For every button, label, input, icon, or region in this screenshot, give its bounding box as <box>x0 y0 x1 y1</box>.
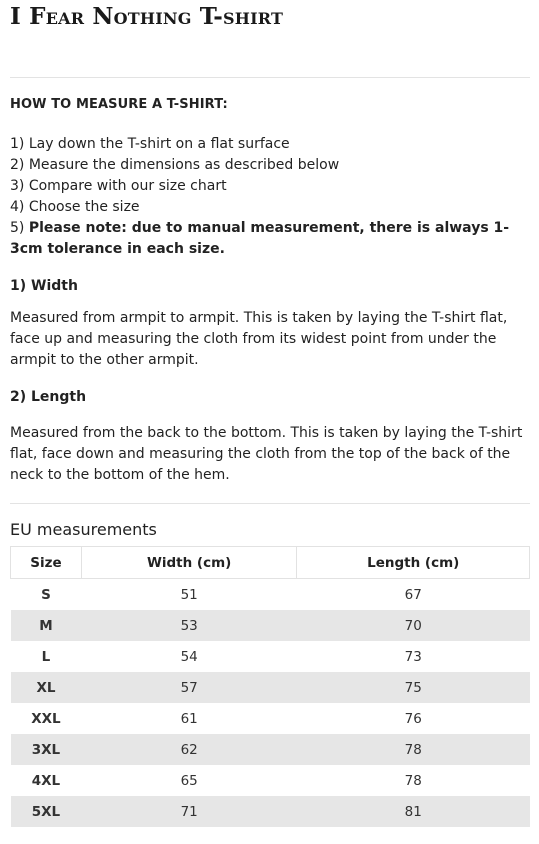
table-row <box>11 641 530 672</box>
table-row <box>11 610 530 641</box>
step-5-note <box>10 218 530 260</box>
size-cell: S <box>41 586 51 603</box>
width-cell: 57 <box>81 672 297 703</box>
width-cell: 61 <box>180 710 198 727</box>
page-content <box>0 2 539 827</box>
table-row <box>11 765 530 796</box>
length-cell: 78 <box>404 772 422 789</box>
column-header-width: Width (cm) <box>81 547 297 579</box>
table-row <box>11 734 530 765</box>
page-title: I Fear Nothing T-shirt <box>10 3 284 30</box>
note-prefix: 5) <box>10 220 29 236</box>
length-cell: 78 <box>297 734 530 765</box>
width-heading: 1) Width <box>10 278 78 294</box>
step-4: 4) Choose the size <box>10 199 140 215</box>
width-cell: 65 <box>180 772 198 789</box>
table-header-row <box>11 547 530 579</box>
eu-measurements-heading: EU measurements <box>10 520 157 539</box>
tolerance-note: Please note: due to manual measurement, there is always 1-3cm tolerance in each size. <box>10 220 510 257</box>
width-cell: 71 <box>81 796 297 827</box>
length-cell: 67 <box>404 586 422 603</box>
length-cell: 75 <box>297 672 530 703</box>
step-1: 1) Lay down the T-shirt on a flat surface <box>10 136 290 152</box>
size-cell: 3XL <box>11 734 82 765</box>
length-cell: 81 <box>297 796 530 827</box>
table-row <box>11 579 530 611</box>
length-cell: 70 <box>297 610 530 641</box>
table-row <box>11 796 530 827</box>
width-cell: 62 <box>81 734 297 765</box>
measure-steps <box>10 134 530 260</box>
column-header-size: Size <box>11 547 82 579</box>
divider-middle <box>10 503 530 504</box>
step-3: 3) Compare with our size chart <box>10 178 227 194</box>
length-heading: 2) Length <box>10 389 87 405</box>
how-to-heading: HOW TO MEASURE A T-SHIRT: <box>10 97 228 112</box>
length-cell: 76 <box>404 710 422 727</box>
column-header-length: Length (cm) <box>297 547 530 579</box>
size-cell: L <box>41 648 51 665</box>
width-cell: 54 <box>180 648 198 665</box>
size-cell: 4XL <box>31 772 61 789</box>
table-row <box>11 672 530 703</box>
size-cell: 5XL <box>11 796 82 827</box>
size-cell: XL <box>11 672 82 703</box>
size-cell: M <box>11 610 82 641</box>
width-cell: 51 <box>180 586 198 603</box>
divider-top <box>10 77 530 78</box>
size-cell: XXL <box>31 710 61 727</box>
step-2: 2) Measure the dimensions as described below <box>10 157 340 173</box>
length-description: Measured from the back to the bottom. This is taken by laying the T-shirt flat, face down and measuring the cloth from the top of the back of the neck to the bottom of the hem. <box>10 425 523 483</box>
size-chart-table <box>10 546 530 827</box>
length-cell: 73 <box>404 648 422 665</box>
width-cell: 53 <box>81 610 297 641</box>
width-description: Measured from armpit to armpit. This is taken by laying the T-shirt flat, face up and measuring the cloth from its widest point from under the armpit to the other armpit. <box>10 310 508 368</box>
table-row <box>11 703 530 734</box>
